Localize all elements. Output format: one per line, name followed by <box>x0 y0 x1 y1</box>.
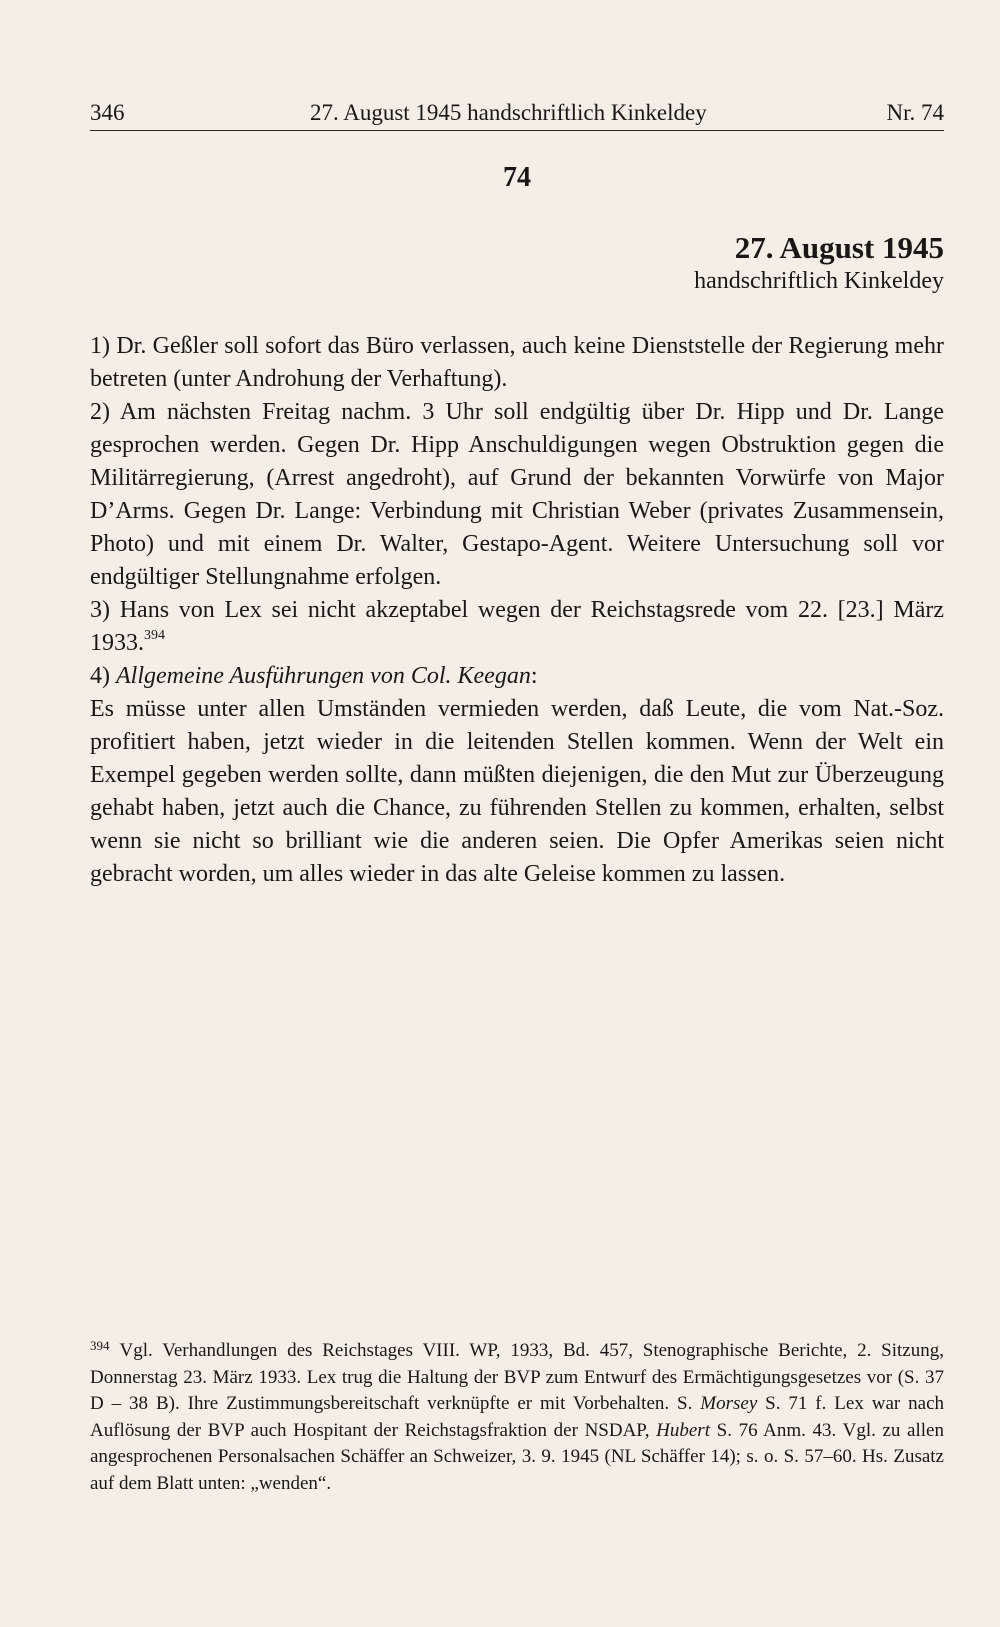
footnote-author-morsey: Morsey <box>700 1393 758 1414</box>
running-head <box>90 98 944 131</box>
document-source: handschriftlich Kinkeldey <box>694 268 944 294</box>
footnote-text-part3: S. 76 Anm. 43. Vgl. zu allen angesprochenen Personalsachen Schäffer an Schweizer, 3. 9. 1945 (NL Schäffer 14); s. o. S. 57–60. Hs. Zusatz auf dem Blatt unten: „wenden“. <box>90 1419 944 1494</box>
document-body <box>90 330 944 891</box>
running-head-title: 27. August 1945 handschriftlich Kinkeldey <box>310 100 707 125</box>
paragraph-4 <box>90 660 944 693</box>
footnote-text-part1: Vgl. Verhandlungen des Reichstages VIII. WP, 1933, Bd. 457, Stenographische Berichte, 2. Sitzung, Donnerstag 23. März 1933. Lex trug die Haltung der BVP zum Entwurf des Ermächtigungsgesetzes vor (S. 37 D – 38 B). Ihre Zustimmungsbereitschaft verknüpfte er mit Vorbehalten. S. <box>90 1340 944 1414</box>
document-date: 27. August 1945 <box>734 230 944 265</box>
footnote-author-hubert: Hubert <box>656 1419 710 1441</box>
document-number: 74 <box>503 162 531 193</box>
paragraph-3-text: 3) Hans von Lex sei nicht akzeptabel wegen der Reichstagsrede vom 22. [23.] März 1933. <box>90 597 944 656</box>
footnote-reference: 394 <box>144 628 165 643</box>
paragraph-3 <box>90 594 944 660</box>
footnote-394 <box>90 1333 944 1497</box>
paragraph-4-heading: Allgemeine Ausführungen von Col. Keegan <box>116 663 531 689</box>
paragraph-1: 1) Dr. Geßler soll sofort das Büro verlassen, auch keine Dienststelle der Regierung mehr betreten (unter Androhung der Verhaftung). <box>90 333 944 392</box>
footnote-mark: 394 <box>90 1338 110 1353</box>
page-number: 346 <box>90 100 125 125</box>
footnote-text-part2: S. 71 f. Lex war nach Auflösung der BVP auch Hospitant der Reichstagsfraktion der NSDAP, <box>90 1393 945 1441</box>
paragraph-5: Es müsse unter allen Umständen vermieden werden, daß Leute, die vom Nat.-Soz. profitiert haben, jetzt wieder in die leitenden Stellen kommen. Wenn der Welt ein Exempel gegeben werden sollte, dann müßten diejenigen, die den Mut zur Überzeugung gehabt haben, jetzt auch die Chance, zu führenden Stellen zu kommen, erhalten, selbst wenn sie nicht so brilliant wie die anderen seien. Die Opfer Amerikas seien nicht gebracht worden, um alles wieder in das alte Geleise kommen zu lassen. <box>90 696 944 887</box>
paragraph-4-number: 4) <box>90 663 116 689</box>
paragraph-4-colon: : <box>530 663 538 689</box>
document-reference: Nr. 74 <box>886 100 944 125</box>
paragraph-2: 2) Am nächsten Freitag nachm. 3 Uhr soll endgültig über Dr. Hipp und Dr. Lange gesprochen werden. Gegen Dr. Hipp Anschuldigungen wegen Obstruktion gegen die Militärregierung, (Arrest angedroht), auf Grund der bekannten Vorwürfe von Major D’Arms. Gegen Dr. Lange: Verbindung mit Christian Weber (privates Zusammensein, Photo) und mit einem Dr. Walter, Gestapo-Agent. Weitere Untersuchung soll vor endgültiger Stellungnahme erfolgen. <box>90 399 944 590</box>
